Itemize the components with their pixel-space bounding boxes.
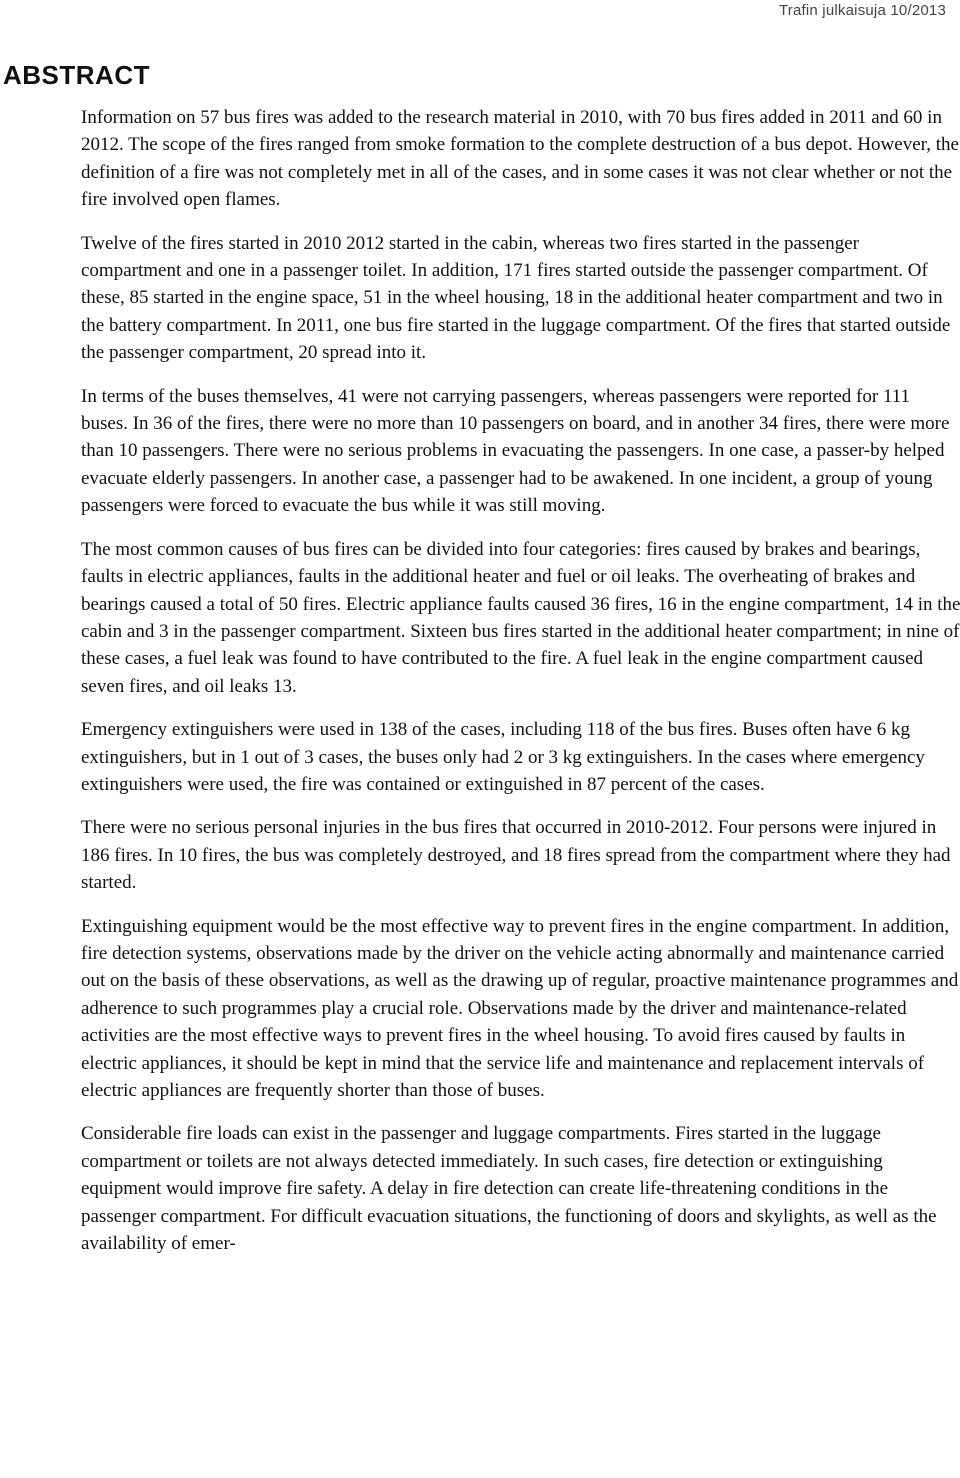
paragraph-bus-fire-counts: Information on 57 bus fires was added to the research material in 2010, with 70 bus fires added in 2011 and 60 in 2012. The scope of the fires ranged from smoke formation to the complete destruction of a bus depot. However, the definition of a fire was not completely met in all of the cases, and in some cases it was not clear whether or not the fire involved open flames. <box>81 107 959 211</box>
paragraph-injuries: There were no serious personal injuries in the bus fires that occurred in 2010-2012. Four persons were injured in 186 fires. In 10 fires, the bus was completely destroyed, and 18 fires spread from the compartment where they had started. <box>81 817 951 894</box>
paragraph-fire-origins: Twelve of the fires started in 2010 2012 started in the cabin, whereas two fires started in the passenger compartment and one in a passenger toilet. In addition, 171 fires started outside the passenger compartment. Of these, 85 started in the engine space, 51 in the wheel housing, 18 in the additional heater compartment and two in the battery compartment. In 2011, one bus fire started in the luggage compartment. Of the fires that started outside the passenger compartment, 20 spread into it. <box>81 232 951 364</box>
abstract-body <box>81 104 960 1273</box>
paragraph-prevention: Extinguishing equipment would be the most effective way to prevent fires in the engine compartment. In addition, fire detection systems, observations made by the driver on the vehicle acting abnormally and maintenance carried out on the basis of these observations, as well as the drawing up of regular, proactive maintenance programmes and adherence to such programmes play a crucial role. Observations made by the driver and maintenance-related activities are the most effective ways to prevent fires in the wheel housing. To avoid fires caused by faults in electric appliances, it should be kept in mind that the service life and maintenance and replacement intervals of electric appliances are frequently shorter than those of buses. <box>81 915 959 1101</box>
paragraph-fire-loads: Considerable fire loads can exist in the passenger and luggage compartments. Fires started in the luggage compartment or toilets are not always detected immediately. In such cases, fire detection or extinguishing equipment would improve fire safety. A delay in fire detection can create life-threatening conditions in the passenger compartment. For difficult evacuation situations, the functioning of doors and skylights, as well as the availability of emer- <box>81 1123 937 1255</box>
paragraph-extinguishers: Emergency extinguishers were used in 138 of the cases, including 118 of the bus fires. Buses often have 6 kg extinguishers, but in 1 out of 3 cases, the buses only had 2 or 3 kg extinguishers. In the cases where emergency extinguishers were used, the fire was contained or extinguished in 87 percent of the cases. <box>81 719 925 795</box>
running-header: Trafin julkaisuja 10/2013 <box>778 2 946 19</box>
abstract-heading: ABSTRACT <box>3 60 150 90</box>
paragraph-passengers: In terms of the buses themselves, 41 were not carrying passengers, whereas passengers were reported for 111 buses. In 36 of the fires, there were no more than 10 passengers on board, and in another 34 fires, there were more than 10 passengers. There were no serious problems in evacuating the passengers. In one case, a passer-by helped evacuate elderly passengers. In another case, a passenger had to be awakened. In one incident, a group of young passengers were forced to evacuate the bus while it was still moving. <box>81 385 950 517</box>
paragraph-common-causes: The most common causes of bus fires can be divided into four categories: fires caused by brakes and bearings, faults in electric appliances, faults in the additional heater and fuel or oil leaks. The overheating of brakes and bearings caused a total of 50 fires. Electric appliance faults caused 36 fires, 16 in the engine compartment, 14 in the cabin and 3 in the passenger compartment. Sixteen bus fires started in the additional heater compartment; in nine of these cases, a fuel leak was found to have contributed to the fire. A fuel leak in the engine compartment caused seven fires, and oil leaks 13. <box>81 538 960 697</box>
